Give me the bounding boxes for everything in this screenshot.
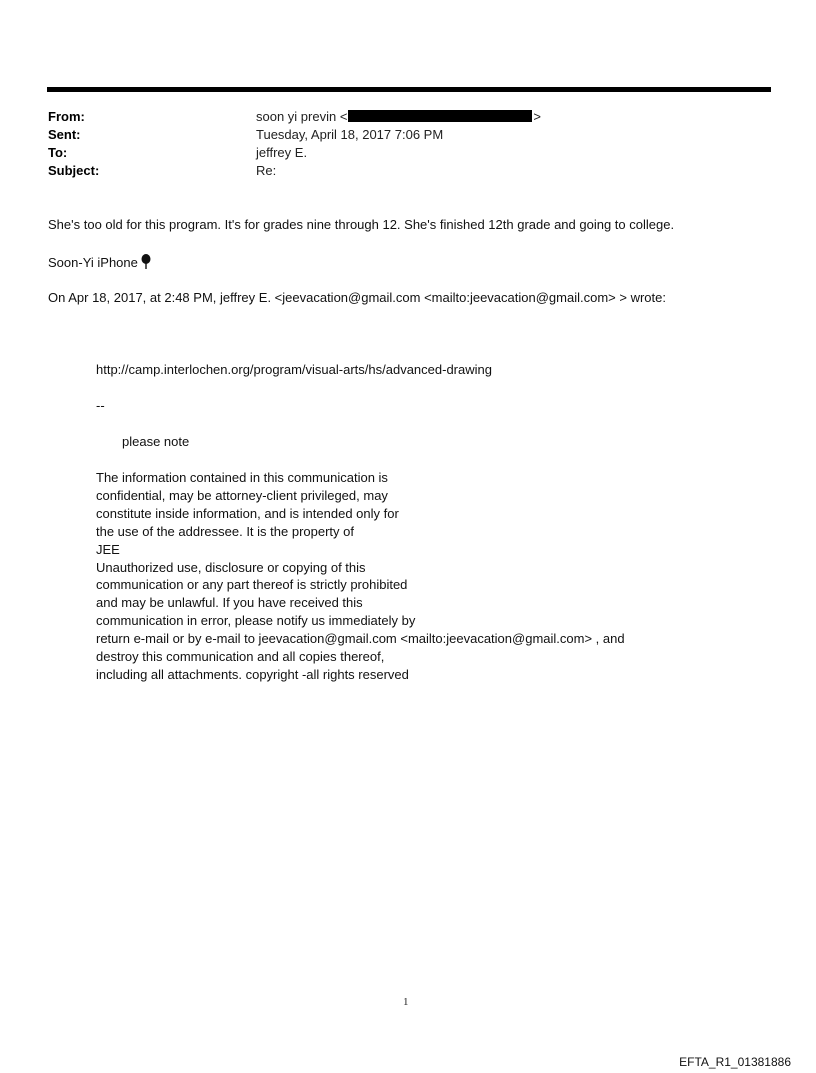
to-label: To: — [48, 145, 68, 160]
sent-value: Tuesday, April 18, 2017 7:06 PM — [256, 127, 444, 142]
disclaimer-line: constitute inside information, and is intended only for — [96, 505, 399, 521]
redaction-box — [348, 110, 532, 122]
note-heading: please note — [122, 434, 190, 449]
signature — [48, 254, 151, 274]
page-number: 1 — [403, 996, 409, 1008]
subject-value: Re: — [256, 163, 277, 178]
quote-header: On Apr 18, 2017, at 2:48 PM, jeffrey E. <jeevacation@gmail.com <mailto:jeevacation@gmail.com> > wrote: — [48, 290, 666, 305]
disclaimer-line: The information contained in this communication is — [96, 470, 388, 485]
subject-label: Subject: — [48, 163, 100, 178]
sent-label: Sent: — [48, 127, 81, 142]
disclaimer-line: return e-mail or by e-mail to jeevacation@gmail.com <mailto:jeevacation@gmail.com> , and — [96, 631, 625, 647]
disclaimer-line: and may be unlawful. If you have received this — [96, 595, 363, 611]
reply-text: She's too old for this program. It's for grades nine through 12. She's finished 12th grade and going to college. — [48, 217, 675, 232]
disclaimer-line: JEE — [96, 541, 120, 557]
subject-row — [48, 162, 748, 180]
disclaimer-line: including all attachments. copyright -all rights reserved — [96, 666, 409, 682]
disclaimer-line: communication or any part thereof is strictly prohibited — [96, 577, 408, 593]
from-row — [48, 108, 748, 126]
disclaimer — [96, 469, 625, 684]
to-value: jeffrey E. — [256, 145, 308, 160]
disclaimer-line: Unauthorized use, disclosure or copying of this — [96, 559, 366, 575]
from-label: From: — [48, 109, 85, 124]
signature-separator: -- — [96, 398, 105, 413]
from-value-suffix: > — [533, 109, 542, 124]
header-rule — [47, 87, 771, 92]
disclaimer-line: confidential, may be attorney-client privileged, may — [96, 487, 388, 503]
from-value — [256, 108, 541, 126]
quoted-link[interactable]: http://camp.interlochen.org/program/visual-arts/hs/advanced-drawing — [96, 362, 492, 377]
sent-row — [48, 126, 748, 144]
to-row — [48, 144, 748, 162]
document-id: EFTA_R1_01381886 — [679, 1055, 791, 1069]
email-header — [48, 108, 748, 180]
disclaimer-line: communication in error, please notify us immediately by — [96, 613, 416, 629]
disclaimer-line: the use of the addressee. It is the property of — [96, 523, 354, 539]
signature-text: Soon-Yi iPhone — [48, 255, 138, 270]
from-value-prefix: soon yi previn < — [256, 109, 348, 124]
disclaimer-line: destroy this communication and all copies thereof, — [96, 649, 385, 665]
pin-icon — [141, 254, 151, 274]
